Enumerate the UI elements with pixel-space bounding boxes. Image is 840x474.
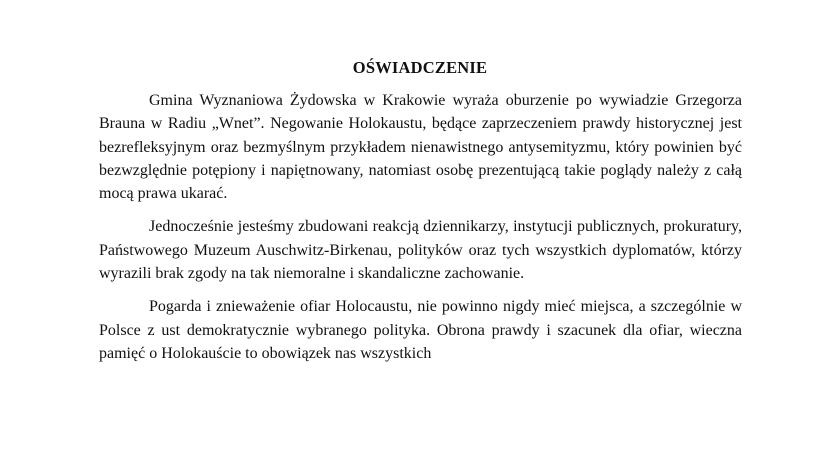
document-body bbox=[99, 89, 742, 375]
paragraph-conclusion: Pogarda i znieważenie ofiar Holocaustu, nie powinno nigdy mieć miejsca, a szczególnie w Polsce z ust demokratycznie wybranego polityka. Obrona prawdy i szacunek dla ofiar, wieczna pamięć o Holokauście to obowiązek nas wszystkich bbox=[99, 298, 742, 362]
paragraph-statement: Gmina Wyznaniowa Żydowska w Krakowie wyraża oburzenie po wywiadzie Grzegorza Brauna w Radiu „Wnet”. Negowanie Holokaustu, będące zaprzeczeniem prawdy historycznej jest bezrefleksyjnym oraz bezmyślnym przykładem nienawistnego antysemityzmu, który powinien być bezwzględnie potępiony i napiętnowany, natomiast osobę prezentującą takie poglądy należy z całą mocą prawa ukarać. bbox=[99, 92, 742, 203]
paragraph-reactions: Jednocześnie jesteśmy zbudowani reakcją dziennikarzy, instytucji publicznych, prokuratury, Państwowego Muzeum Auschwitz-Birkenau, polityków oraz tych wszystkich dyplomatów, którzy wyrazili brak zgody na tak niemoralne i skandaliczne zachowanie. bbox=[99, 218, 742, 283]
document-title: OŚWIADCZENIE bbox=[352, 58, 488, 77]
